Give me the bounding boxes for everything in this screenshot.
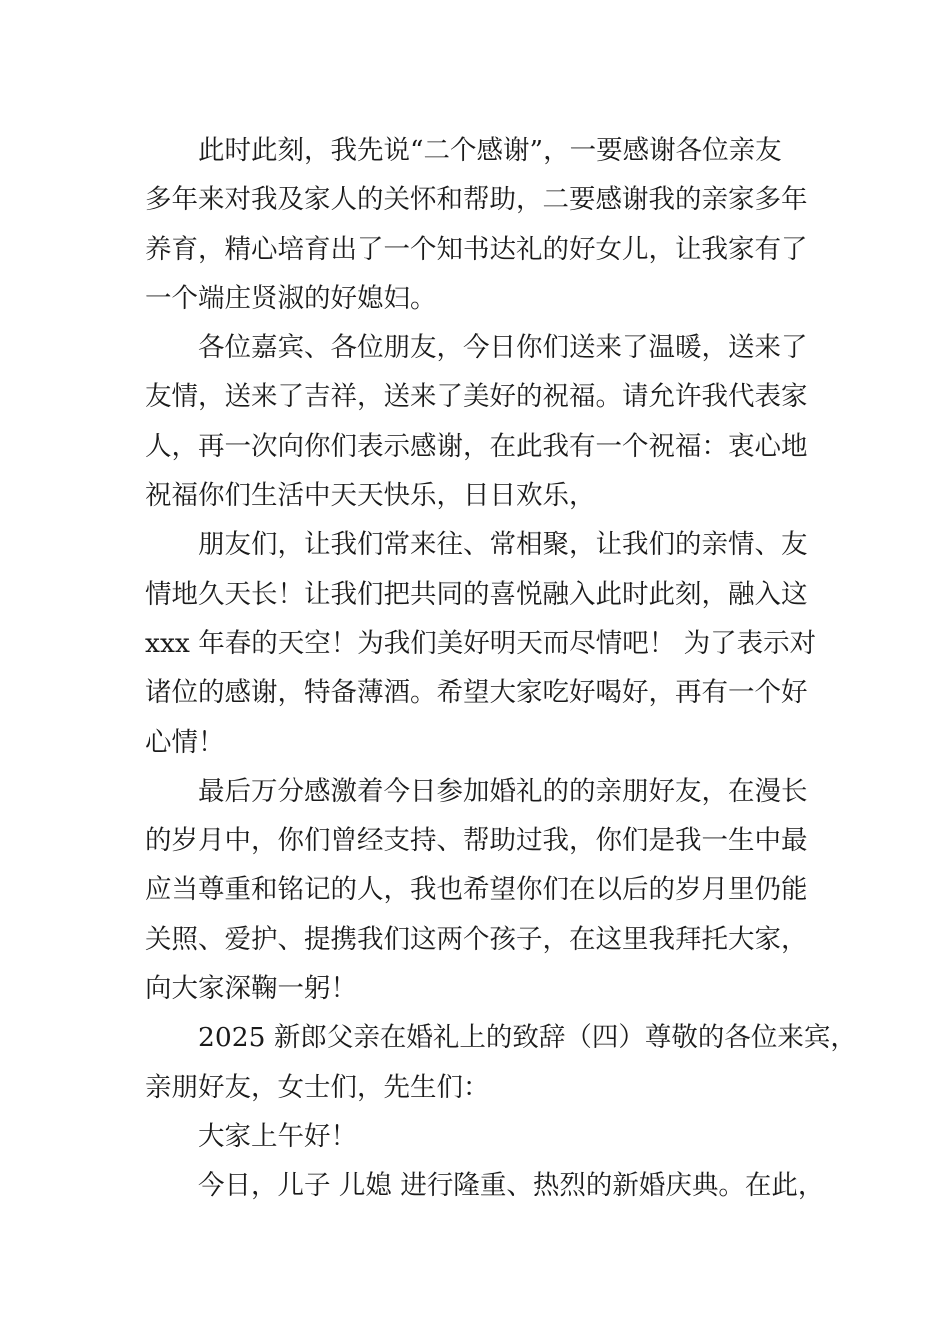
paragraph-line: 最后万分感激着今日参加婚礼的的亲朋好友，在漫长 — [198, 775, 808, 807]
paragraph-6 — [145, 1112, 827, 1161]
paragraph-line: 养育，精心培育出了一个知书达礼的好女儿，让我家有了 — [145, 233, 808, 265]
paragraph-line: 心情！ — [145, 726, 225, 758]
paragraph-line: 此时此刻，我先说“二个感谢”，一要感谢各位亲友 — [198, 135, 782, 166]
paragraph-line: xxx 年春的天空！为我们美好明天而尽情吧！ 为了表示对 — [145, 627, 817, 659]
paragraph-line: 关照、爱护、提携我们这两个孩子，在这里我拜托大家， — [145, 923, 808, 955]
paragraph-line: 今日，儿子 儿媳 进行隆重、热烈的新婚庆典。在此， — [198, 1170, 825, 1202]
paragraph-line: 一个端庄贤淑的好媳妇。 — [145, 282, 437, 314]
paragraph-line: 2025 新郎父亲在婚礼上的致辞（四）尊敬的各位来宾， — [198, 1022, 857, 1054]
paragraph-line: 友情，送来了吉祥，送来了美好的祝福。请允许我代表家 — [145, 381, 808, 413]
paragraph-line: 向大家深鞠一躬！ — [145, 973, 357, 1005]
paragraph-line: 大家上午好！ — [198, 1120, 357, 1152]
paragraph-1 — [145, 126, 827, 323]
paragraph-line: 应当尊重和铭记的人，我也希望你们在以后的岁月里仍能 — [145, 874, 808, 906]
paragraph-line: 祝福你们生活中天天快乐，日日欢乐， — [145, 480, 596, 512]
paragraph-3 — [145, 520, 827, 766]
paragraph-7 — [145, 1161, 827, 1210]
paragraph-line: 朋友们，让我们常来往、常相聚，让我们的亲情、友 — [198, 529, 808, 561]
document-body — [145, 126, 857, 1211]
paragraph-2 — [145, 323, 827, 520]
paragraph-line: 各位嘉宾、各位朋友，今日你们送来了温暖，送来了 — [198, 332, 808, 364]
paragraph-line: 多年来对我及家人的关怀和帮助，二要感谢我的亲家多年 — [145, 184, 808, 216]
paragraph-line: 的岁月中，你们曾经支持、帮助过我，你们是我一生中最 — [145, 825, 808, 857]
paragraph-line: 亲朋好友，女士们，先生们： — [145, 1071, 490, 1103]
paragraph-line: 情地久天长！让我们把共同的喜悦融入此时此刻，融入这 — [145, 578, 808, 610]
paragraph-5 — [145, 1013, 857, 1112]
paragraph-line: 人，再一次向你们表示感谢，在此我有一个祝福：衷心地 — [145, 430, 808, 462]
paragraph-4 — [145, 767, 827, 1013]
paragraph-line: 诸位的感谢，特备薄酒。希望大家吃好喝好，再有一个好 — [145, 677, 808, 709]
